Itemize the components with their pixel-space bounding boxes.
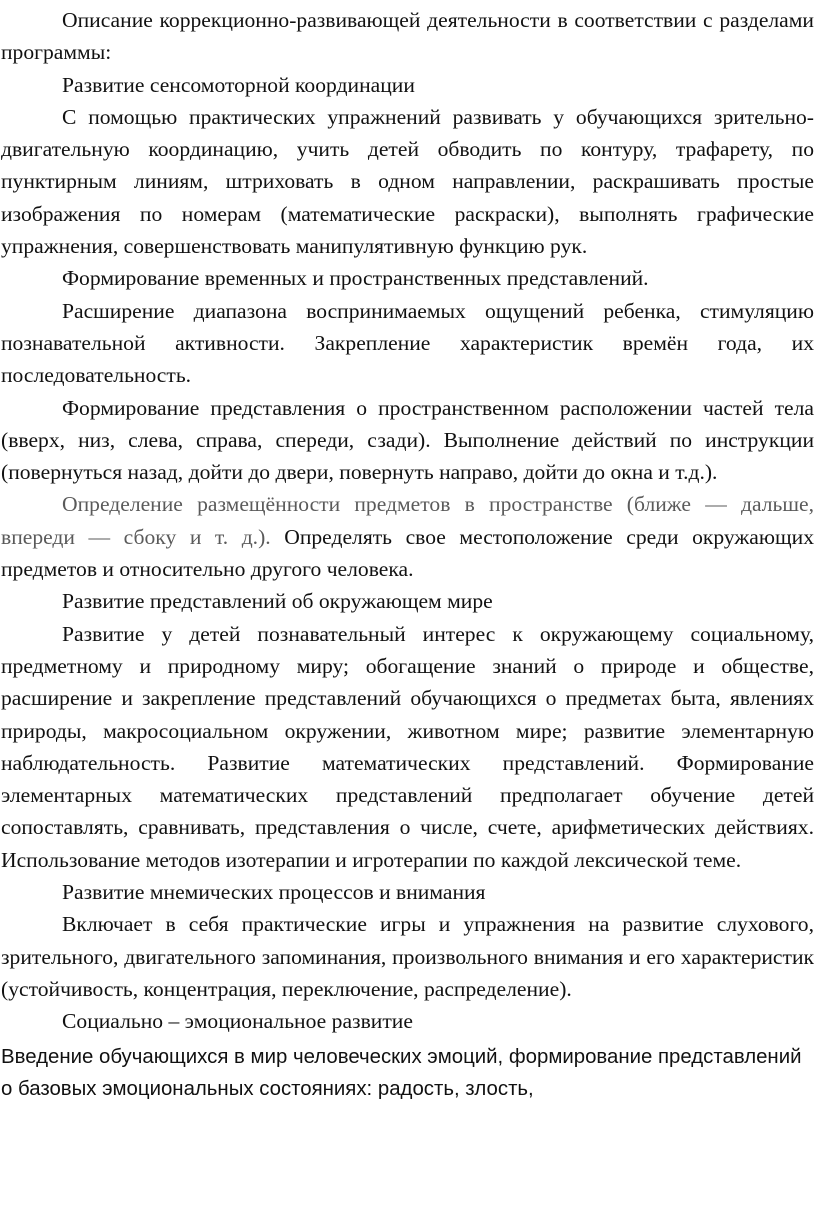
section-heading-memory: Развитие мнемических процессов и внимания [62, 880, 486, 905]
world-paragraph: Развитие у детей познавательный интерес к окружающему социальному, предметному и природному миру; обогащение знаний о природе и обществе, расширение и закрепление представлений обучающихся о предметах быта, явлениях природы, макросоциальном окружении, животном мире; развитие элементарную наблюдательность. Развитие математических представлений. Формирование элементарных математических представлений предполагает обучение детей сопоставлять, сравнивать, представления о числе, счете, арифметических действиях. Использование методов изотерапии и игротерапии по каждой лексической теме. [1, 621, 814, 872]
emotional-paragraph: Введение обучающихся в мир человеческих эмоций, формирование представлений о базовых эмоциональных состояниях: радость, злость, [1, 1045, 802, 1100]
spatial-location-gray-text: Определение размещённости предметов в пространстве (ближе — дальше, впереди — сбоку и т. д.). [1, 492, 814, 549]
sensorimotor-paragraph: С помощью практических упражнений развивать у обучающихся зрительно-двигательную координацию, учить детей обводить по контуру, трафарету, по пунктирным линиям, штриховать в одном направлении, раскрашивать простые изображения по номерам (математические раскраски), выполнять графические упражнения, совершенствовать манипулятивную функцию рук. [1, 104, 814, 259]
perception-paragraph: Расширение диапазона воспринимаемых ощущений ребенка, стимуляцию познавательной активности. Закрепление характеристик времён года, их последовательность. [1, 298, 814, 388]
spatial-location-text: Определять свое местоположение среди окружающих предметов и относительно другого человека. [1, 524, 814, 582]
spatial-location-paragraph [1, 488, 814, 585]
section-heading-time-space: Формирование временных и пространственных представлений. [62, 266, 649, 291]
body-parts-paragraph: Формирование представления о пространственном расположении частей тела (вверх, низ, слева, справа, спереди, сзади). Выполнение действий по инструкции (повернуться назад, дойти до двери, повернуть направо, дойти до окна и т.д.). [1, 395, 814, 485]
intro-paragraph: Описание коррекционно-развивающей деятельности в соответствии с разделами программы: [1, 8, 814, 65]
section-heading-sensorimotor: Развитие сенсомоторной координации [62, 72, 415, 97]
section-heading-world: Развитие представлений об окружающем мире [62, 589, 493, 614]
memory-paragraph: Включает в себя практические игры и упражнения на развитие слухового, зрительного, двигательного запоминания, произвольного внимания и его характеристик (устойчивость, концентрация, переключение, распределение). [1, 912, 814, 1001]
section-heading-emotional: Социально – эмоциональное развитие [62, 1009, 413, 1034]
